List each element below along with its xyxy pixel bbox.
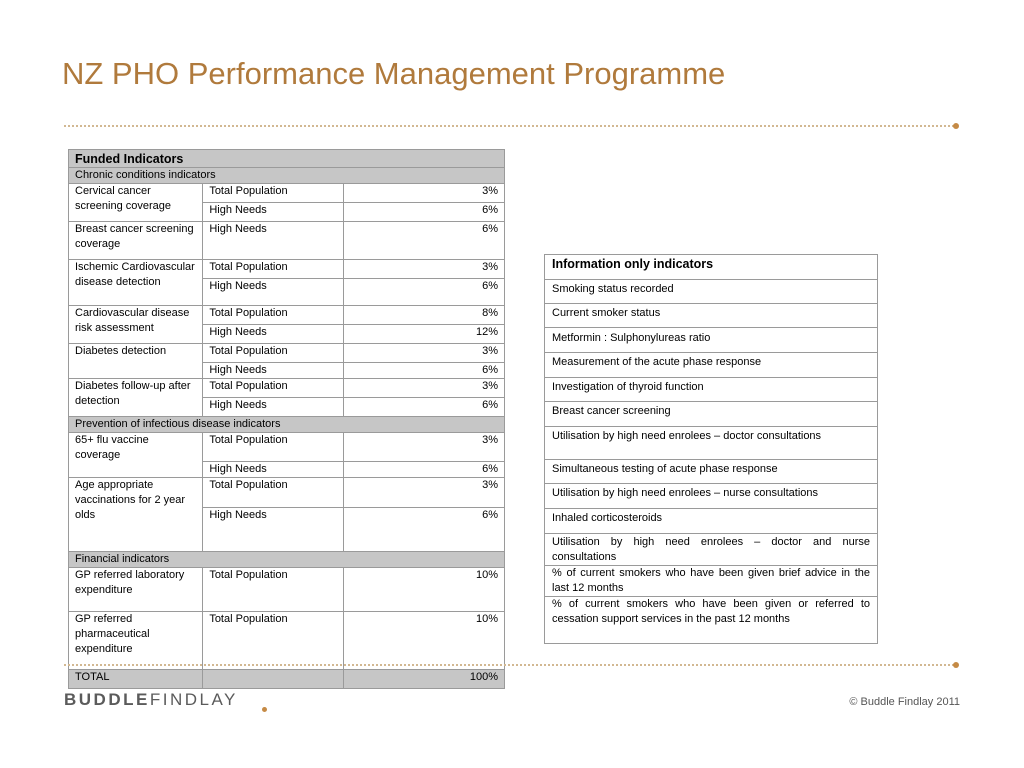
table-row — [69, 612, 505, 670]
population-cell: High Needs — [203, 462, 344, 478]
top-divider-dot — [953, 123, 959, 129]
list-item: Investigation of thyroid function — [545, 378, 878, 402]
weight-cell: 3% — [344, 184, 505, 203]
weight-cell: 6% — [344, 398, 505, 417]
section-chronic: Chronic conditions indicators — [69, 168, 505, 184]
weight-cell: 6% — [344, 363, 505, 379]
indicator-cell: GP referred pharmaceutical expenditure — [69, 612, 203, 670]
population-cell: Total Population — [203, 306, 344, 325]
indicator-cell: Cervical cancer screening coverage — [69, 184, 203, 222]
weight-cell: 3% — [344, 433, 505, 462]
total-value: 100% — [344, 670, 505, 689]
list-item: Utilisation by high need enrolees – nurse consultations — [545, 484, 878, 509]
total-label: TOTAL — [69, 670, 203, 689]
top-divider — [64, 125, 954, 127]
indicator-cell: Cardiovascular disease risk assessment — [69, 306, 203, 344]
weight-cell: 6% — [344, 462, 505, 478]
funded-header: Funded Indicators — [69, 150, 505, 168]
population-cell: High Needs — [203, 363, 344, 379]
population-cell: High Needs — [203, 508, 344, 552]
list-item: Simultaneous testing of acute phase response — [545, 460, 878, 484]
weight-cell: 3% — [344, 379, 505, 398]
indicator-cell: GP referred laboratory expenditure — [69, 568, 203, 612]
population-cell: Total Population — [203, 344, 344, 363]
population-cell: Total Population — [203, 478, 344, 508]
copyright-text: © Buddle Findlay 2011 — [849, 696, 960, 708]
logo-part-1: BUDDLE — [64, 690, 150, 709]
weight-cell: 10% — [344, 612, 505, 670]
weight-cell: 3% — [344, 260, 505, 279]
population-cell: Total Population — [203, 184, 344, 203]
list-item: Metformin : Sulphonylureas ratio — [545, 328, 878, 353]
list-item: Utilisation by high need enrolees – doctor consultations — [545, 427, 878, 460]
buddle-findlay-logo — [64, 690, 238, 710]
list-item: Utilisation by high need enrolees – doctor and nurse consultations — [545, 534, 878, 566]
population-cell: Total Population — [203, 379, 344, 398]
information-indicators-table — [544, 254, 878, 644]
table-row — [69, 306, 505, 325]
bottom-divider — [64, 664, 954, 666]
weight-cell: 6% — [344, 203, 505, 222]
list-item: Breast cancer screening — [545, 402, 878, 427]
population-cell: High Needs — [203, 203, 344, 222]
info-header: Information only indicators — [545, 255, 878, 280]
table-row — [69, 184, 505, 203]
population-cell: Total Population — [203, 612, 344, 670]
page-title: NZ PHO Performance Management Programme — [62, 56, 726, 91]
list-item: % of current smokers who have been given brief advice in the last 12 months — [545, 566, 878, 597]
list-item: % of current smokers who have been given or referred to cessation support services in the past 12 months — [545, 597, 878, 644]
section-financial: Financial indicators — [69, 552, 505, 568]
population-cell: Total Population — [203, 260, 344, 279]
indicator-cell: Breast cancer screening coverage — [69, 222, 203, 260]
table-row — [69, 568, 505, 612]
indicator-cell: Age appropriate vaccinations for 2 year olds — [69, 478, 203, 552]
indicator-cell: Diabetes detection — [69, 344, 203, 379]
table-row — [69, 478, 505, 508]
list-item: Inhaled corticosteroids — [545, 509, 878, 534]
logo-part-2: FINDLAY — [149, 690, 238, 709]
population-cell: High Needs — [203, 222, 344, 260]
population-cell: Total Population — [203, 433, 344, 462]
weight-cell: 6% — [344, 279, 505, 306]
section-infectious: Prevention of infectious disease indicators — [69, 417, 505, 433]
weight-cell: 8% — [344, 306, 505, 325]
bottom-divider-dot — [953, 662, 959, 668]
total-spacer — [203, 670, 344, 689]
population-cell: High Needs — [203, 325, 344, 344]
table-row — [69, 433, 505, 462]
indicator-cell: Diabetes follow-up after detection — [69, 379, 203, 417]
logo-dot — [262, 707, 267, 712]
table-row — [69, 222, 505, 260]
population-cell: Total Population — [203, 568, 344, 612]
weight-cell: 6% — [344, 508, 505, 552]
weight-cell: 3% — [344, 478, 505, 508]
funded-indicators-table — [68, 149, 505, 689]
indicator-cell: 65+ flu vaccine coverage — [69, 433, 203, 478]
population-cell: High Needs — [203, 398, 344, 417]
list-item: Smoking status recorded — [545, 280, 878, 304]
weight-cell: 3% — [344, 344, 505, 363]
total-row — [69, 670, 505, 689]
list-item: Measurement of the acute phase response — [545, 353, 878, 378]
population-cell: High Needs — [203, 279, 344, 306]
table-row — [69, 260, 505, 279]
weight-cell: 12% — [344, 325, 505, 344]
table-row — [69, 379, 505, 398]
weight-cell: 10% — [344, 568, 505, 612]
weight-cell: 6% — [344, 222, 505, 260]
list-item: Current smoker status — [545, 304, 878, 328]
table-row — [69, 344, 505, 363]
indicator-cell: Ischemic Cardiovascular disease detection — [69, 260, 203, 306]
